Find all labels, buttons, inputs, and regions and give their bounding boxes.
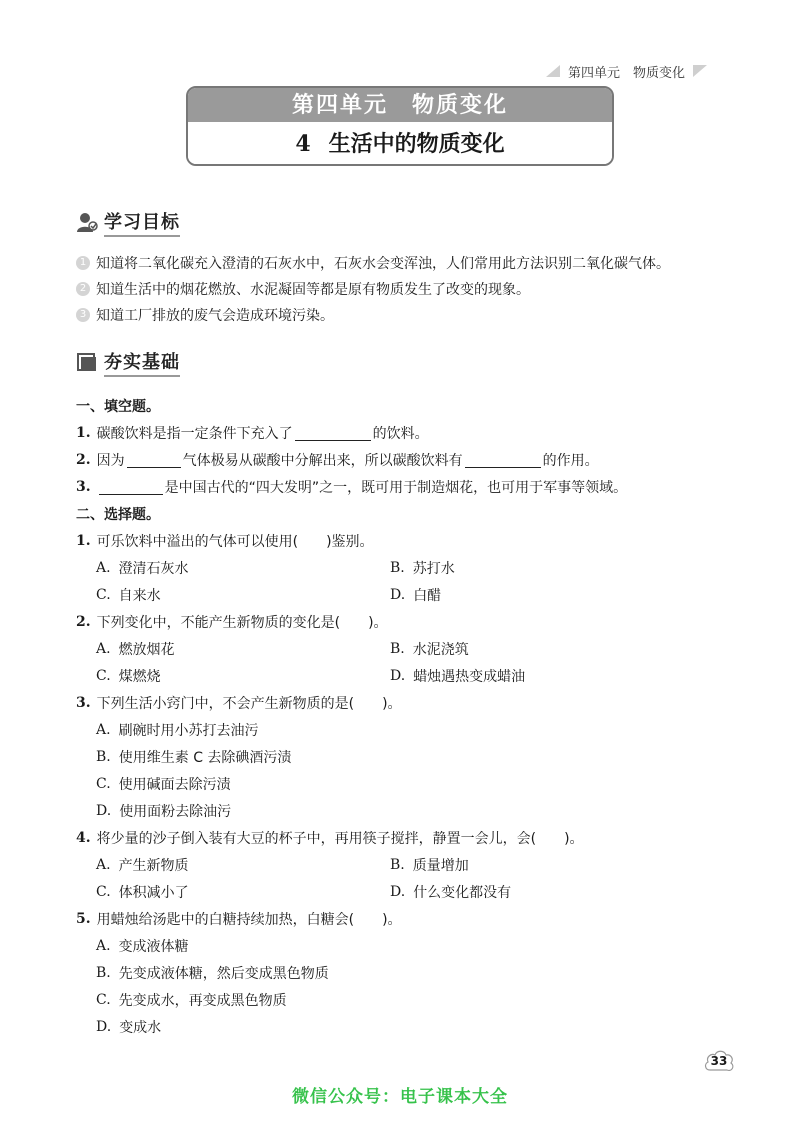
fill-question-2 bbox=[76, 446, 756, 473]
option-letter: B. bbox=[390, 559, 405, 576]
triangle-decoration-icon bbox=[693, 65, 707, 77]
option-b[interactable] bbox=[96, 963, 329, 983]
question-stem: 将少量的沙子倒入装有大豆的杯子中，再用筷子搅拌，静置一会儿，会( )。 bbox=[96, 830, 584, 847]
options-row bbox=[76, 1013, 756, 1040]
question-stem: 用蜡烛给汤匙中的白糖持续加热，白糖会( )。 bbox=[96, 911, 402, 928]
option-letter: B. bbox=[390, 640, 405, 657]
option-letter: C. bbox=[96, 991, 111, 1008]
option-letter: C. bbox=[96, 586, 111, 603]
option-text: 煤燃烧 bbox=[118, 668, 161, 685]
goal-item bbox=[76, 302, 756, 328]
choice-question-2 bbox=[76, 608, 756, 635]
question-text: 的饮料。 bbox=[372, 425, 429, 442]
option-letter: A. bbox=[96, 640, 111, 657]
question-number: 5. bbox=[76, 910, 91, 927]
option-b[interactable] bbox=[390, 558, 455, 578]
option-text: 使用碱面去除污渍 bbox=[118, 776, 231, 793]
exercise-content bbox=[76, 392, 756, 1040]
watermark-text: 微信公众号：电子课本大全 bbox=[292, 1087, 508, 1107]
option-letter: D. bbox=[96, 802, 112, 819]
option-a[interactable] bbox=[96, 639, 390, 659]
answer-blank[interactable] bbox=[295, 424, 371, 441]
option-text: 先变成液体糖，然后变成黑色物质 bbox=[118, 965, 329, 982]
question-number: 4. bbox=[76, 829, 91, 846]
option-letter: C. bbox=[96, 775, 111, 792]
question-text: 气体极易从碳酸中分解出来，所以碳酸饮料有 bbox=[182, 452, 463, 469]
options-row bbox=[76, 716, 756, 743]
options-row bbox=[76, 743, 756, 770]
question-text: 的作用。 bbox=[542, 452, 599, 469]
options-row bbox=[76, 797, 756, 824]
fill-question-3 bbox=[76, 473, 756, 500]
option-c[interactable] bbox=[96, 585, 390, 605]
option-text: 产生新物质 bbox=[118, 857, 189, 874]
options-row bbox=[76, 635, 756, 662]
goal-number: 3 bbox=[76, 308, 90, 322]
choice-question-4 bbox=[76, 824, 756, 851]
question-number: 2. bbox=[76, 613, 91, 630]
goal-number: 1 bbox=[76, 256, 90, 270]
options-row bbox=[76, 851, 756, 878]
answer-blank[interactable] bbox=[99, 478, 163, 495]
option-c[interactable] bbox=[96, 774, 231, 794]
option-text: 先变成水，再变成黑色物质 bbox=[118, 992, 287, 1009]
basics-heading bbox=[76, 348, 180, 376]
option-letter: C. bbox=[96, 667, 111, 684]
option-b[interactable] bbox=[390, 639, 469, 659]
options-row bbox=[76, 662, 756, 689]
option-letter: D. bbox=[390, 667, 406, 684]
question-number: 3. bbox=[76, 478, 91, 495]
triangle-decoration-icon bbox=[546, 65, 560, 77]
fill-question-1 bbox=[76, 419, 756, 446]
option-text: 刷碗时用小苏打去油污 bbox=[118, 722, 259, 739]
question-text: 是中国古代的“四大发明”之一，既可用于制造烟花，也可用于军事等领域。 bbox=[164, 479, 628, 496]
options-row bbox=[76, 959, 756, 986]
question-text: 因为 bbox=[96, 452, 125, 469]
option-a[interactable] bbox=[96, 936, 189, 956]
lesson-title bbox=[188, 122, 612, 166]
question-number: 3. bbox=[76, 694, 91, 711]
title-box bbox=[186, 86, 614, 166]
lesson-title-text: 生活中的物质变化 bbox=[328, 132, 505, 157]
option-c[interactable] bbox=[96, 882, 390, 902]
option-a[interactable] bbox=[96, 558, 390, 578]
option-letter: D. bbox=[390, 586, 406, 603]
goal-text: 知道生活中的烟花燃放、水泥凝固等都是原有物质发生了改变的现象。 bbox=[96, 282, 530, 298]
option-letter: B. bbox=[390, 856, 405, 873]
option-text: 苏打水 bbox=[412, 560, 455, 577]
question-stem: 可乐饮料中溢出的气体可以使用( )鉴别。 bbox=[96, 533, 374, 550]
options-row bbox=[76, 878, 756, 905]
running-head-text: 第四单元 物质变化 bbox=[568, 65, 686, 81]
options-row bbox=[76, 770, 756, 797]
choice-question-5 bbox=[76, 905, 756, 932]
option-text: 什么变化都没有 bbox=[413, 884, 512, 901]
answer-blank[interactable] bbox=[127, 451, 181, 468]
unit-title: 第四单元 物质变化 bbox=[188, 88, 612, 122]
goal-item bbox=[76, 276, 756, 302]
question-stem: 下列生活小窍门中，不会产生新物质的是( )。 bbox=[96, 695, 402, 712]
option-letter: C. bbox=[96, 883, 111, 900]
option-text: 质量增加 bbox=[412, 857, 469, 874]
option-text: 自来水 bbox=[118, 587, 161, 604]
option-letter: A. bbox=[96, 937, 111, 954]
option-text: 使用面粉去除油污 bbox=[119, 803, 232, 820]
question-number: 1. bbox=[76, 532, 91, 549]
options-row bbox=[76, 581, 756, 608]
lesson-number: 4 bbox=[295, 131, 311, 157]
option-text: 蜡烛遇热变成蜡油 bbox=[413, 668, 526, 685]
goal-text: 知道工厂排放的废气会造成环境污染。 bbox=[96, 308, 334, 324]
question-number: 2. bbox=[76, 451, 91, 468]
option-letter: A. bbox=[96, 559, 111, 576]
option-a[interactable] bbox=[96, 855, 390, 875]
book-icon bbox=[76, 351, 98, 373]
option-text: 水泥浇筑 bbox=[412, 641, 469, 658]
options-row bbox=[76, 554, 756, 581]
option-text: 变成液体糖 bbox=[118, 938, 189, 955]
goal-text: 知道将二氧化碳充入澄清的石灰水中，石灰水会变浑浊，人们常用此方法识别二氧化碳气体。 bbox=[96, 256, 670, 272]
question-number: 1. bbox=[76, 424, 91, 441]
options-row bbox=[76, 932, 756, 959]
option-text: 白醋 bbox=[413, 587, 442, 604]
option-b[interactable] bbox=[96, 747, 291, 767]
question-text: 碳酸饮料是指一定条件下充入了 bbox=[96, 425, 293, 442]
option-d[interactable] bbox=[96, 801, 231, 821]
option-letter: D. bbox=[390, 883, 406, 900]
option-text: 澄清石灰水 bbox=[118, 560, 189, 577]
option-b[interactable] bbox=[390, 855, 469, 875]
choice-question-3 bbox=[76, 689, 756, 716]
choice-question-1 bbox=[76, 527, 756, 554]
option-letter: D. bbox=[96, 1018, 112, 1035]
options-row bbox=[76, 986, 756, 1013]
option-letter: A. bbox=[96, 856, 111, 873]
goal-number: 2 bbox=[76, 282, 90, 296]
option-d[interactable] bbox=[96, 1017, 161, 1037]
answer-blank[interactable] bbox=[465, 451, 541, 468]
choice-heading: 二、选择题。 bbox=[76, 506, 160, 523]
option-letter: B. bbox=[96, 964, 111, 981]
option-letter: B. bbox=[96, 748, 111, 765]
option-text: 变成水 bbox=[119, 1019, 162, 1036]
question-stem: 下列变化中，不能产生新物质的变化是( )。 bbox=[96, 614, 388, 631]
page-number bbox=[702, 1046, 736, 1076]
goals-list bbox=[76, 250, 756, 328]
fill-blank-heading: 一、填空题。 bbox=[76, 398, 160, 415]
option-c[interactable] bbox=[96, 990, 287, 1010]
goals-heading-text: 学习目标 bbox=[104, 208, 180, 237]
option-d[interactable] bbox=[390, 585, 441, 605]
basics-heading-text: 夯实基础 bbox=[104, 348, 180, 377]
goal-item bbox=[76, 250, 756, 276]
option-letter: A. bbox=[96, 721, 111, 738]
option-d[interactable] bbox=[390, 882, 511, 902]
page-number-text: 33 bbox=[710, 1054, 728, 1068]
option-text: 使用维生素 C 去除碘酒污渍 bbox=[118, 749, 292, 766]
option-text: 体积减小了 bbox=[118, 884, 189, 901]
option-a[interactable] bbox=[96, 720, 259, 740]
option-d[interactable] bbox=[390, 666, 525, 686]
goals-heading bbox=[76, 208, 180, 236]
option-text: 燃放烟花 bbox=[118, 641, 175, 658]
running-head bbox=[546, 60, 726, 82]
option-c[interactable] bbox=[96, 666, 390, 686]
person-icon bbox=[76, 211, 98, 233]
